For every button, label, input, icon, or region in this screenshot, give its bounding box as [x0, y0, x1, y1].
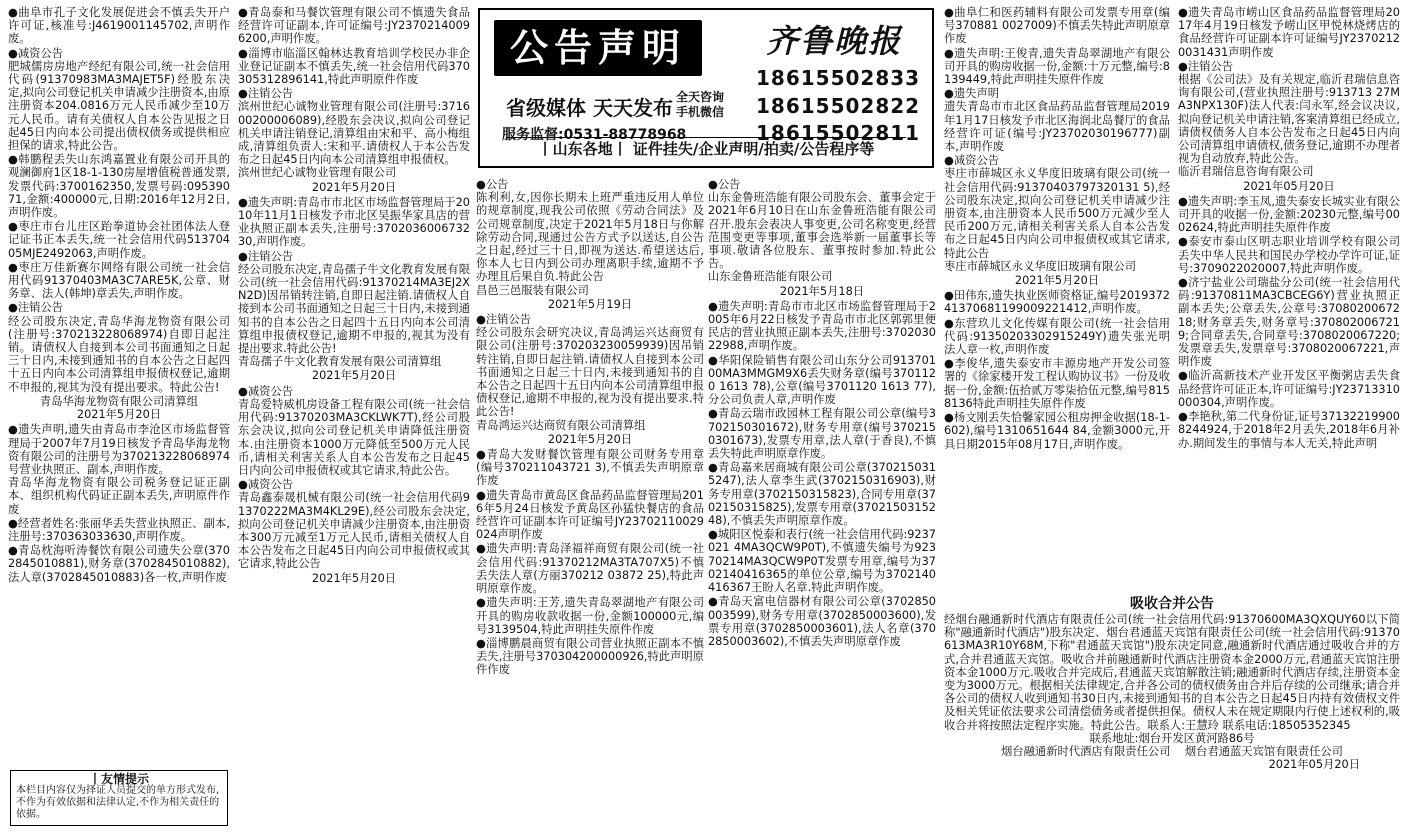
notice-signature: 青岛华海龙物资有限公司清算组 2021年5月20日 — [39, 394, 199, 422]
notice: ●济宁盐业公司瑞盐分公司(统一社会信用代码:91370811MA3CBCEG6Y)营业执照正副本丢失;公章丢失,公章号:37080200672 18;财务章丢失,财务章号:3708020067219;合同章丢失,合同章号:3708020067220;发票章丢失,发票章号:3708020067221,声明作废 — [1178, 276, 1404, 369]
notice: ●减资公告 青岛爱特威机房设备工程有限公司(统一社会信用代码:91370203MA3CKLWK7T),经公司股东会决议,拟向公司登记机关申请降低注册资本.由注册资本1000万元降低至500万元人民币,请相关利害关系人自本公告发布之日起45日内向公司申报债权或其它请求,特此公告。 — [238, 384, 470, 477]
notice: ●淄博鹏晨商贸有限公司营业执照正副本不慎丢失,注册号370304200000926,特此声明原件作废 — [476, 636, 704, 677]
merger-signers: 烟台融通新时代酒店有限责任公司 烟台君通蓝天宾馆有限责任公司 — [1001, 745, 1343, 759]
notice: ●遗失声明:青岛泽福祥商贸有限公司(统一社会信用代码:91370212MA3TA707X5)不慎丢失法人章(方丽370212 03872 25),特此声明原章作废。 — [476, 542, 704, 596]
notice: ●遗失声明:王俊青,遗失青岛翠湖地产有限公司开具的购房收据一份,金额:十万元整,编号:8139449,特此声明挂失原件作废 — [944, 46, 1170, 87]
notice: ●青岛泰和马餐饮管理有限公司不慎遗失食品经营许可证副本,许可证编号:JY23702140096200,声明作废。 — [238, 6, 470, 46]
ad-phone: 18615502811 — [756, 121, 921, 145]
notice: ●注销公告 经公司股东决定,青岛孺子牛文化教育发展有限公司(统一社会信用代码:91370214MA3EJ2XN2D)因吊销转注销,自即日起注销.请债权人自接到本公司书面通知之日起三十日内,未接到通知书的自本公告之日起四十五日内向本公司清算组申报债权登记,逾期不申报的,视其为没有提出要求.特此公告! 青岛孺子牛文化教育发展有限公司清算组 — [238, 249, 470, 369]
notice: ●临沂高新技术产业开发区平衡粥店丢失食品经营许可证正本,许可证编号:JY23713310000304,声明作废。 — [1178, 369, 1400, 409]
notice: ●青岛嘉来居商城有限公司公章(3702150315247),法人章李生武(3702150316903),财务专用章(3702150315823),合同专用章(3702150315825),发票专用章(3702150315248),不慎丢失声明原章作废。 — [708, 461, 936, 528]
tip-title: 丨友情提示 — [88, 772, 149, 786]
notice: ●遗失声明:青岛市市北区市场监督管理局于2010年11月1日核发予市北区吴振华家具店的营业执照正副本丢失,注册号:370203600673230,声明作废。 — [238, 195, 470, 249]
ad-hotline-label: 全天咨询 手机微信 — [676, 90, 725, 119]
notice: ●青岛云瑞市政园林工程有限公司公章(编号3702150301672),财务专用章(编号3702150301673),发票专用章,法人章(于香良),不慎丢失特此声明原章作废。 — [708, 407, 936, 461]
column-5 — [944, 6, 1170, 593]
notice: ●注销公告 根据《公司法》及有关规定,临沂君瑞信息咨询有限公司,(营业执照注册号:913713 27MA3NPX130F)法人代表:闫永军,经会议决议,拟向登记机关申请注销,客案清算组已经成立,请债权债务人自本公告发布之日起45日内向公司清算组申请债权,债务登记,逾期不办理者视为自动放弃,特此公告。 临沂君瑞信息咨询有限公司 — [1178, 59, 1400, 179]
tip-body: 本栏目内容仅为择证人员提交的单方形式发布,不作为有效依据和法律认定,不作为相关责任的依据。 — [16, 785, 220, 820]
notice: ●杨文刚丢失恰馨家园公租房押金收据(18-1-602),编号1310651644 84,金额3000元,开具日期2015年08月17日,声明作废。 — [944, 411, 1170, 451]
notice-date: 2021年5月18日 — [779, 284, 865, 298]
notice-date: 2021年5月20日 — [547, 432, 633, 446]
notice: ●华阳保险销售有限公司山东分公司91370100MA3MMGM9X6丢失财务章(编号3701120 1613 78),公章(编号3701120 1613 77),分公司负责人章,声明作废 — [708, 353, 936, 407]
merger-date: 2021年05月20日 — [1268, 758, 1360, 772]
notice: ●减资公告 青岛鑫泰晟机械有限公司(统一社会信用代码91370222MA3M4KL29E),经公司股东会决定,拟向公司登记机关申请减少注册资本,由注册资本300万元减至1万元人民币,请相关债权人自本公告发布之日起45日内向公司申报债权或其它请求,特此公告 — [238, 478, 470, 571]
notice: ●城阳区悦泰和表行(统一社会信用代码:9237021 4MA3QCW9P0T),不慎遗失编号为92370214MA3QCW9P0T发票专用章,编号为3702140416365的单位公章,编号为3702140416367王盼人名章.特此声明作废。 — [708, 528, 936, 595]
notice: ●田伟东,遗失执业医师资格证,编号201937241370681199009221412,声明作废。 — [944, 289, 1170, 316]
notice: ●青岛枕海听涛餐饮有限公司遗失公章(3702845010881),财务章(3702845010882),法人章(3702845010883)各一枚,声明作废 — [8, 544, 230, 584]
column-3 — [476, 178, 704, 829]
column-2 — [238, 6, 470, 829]
notice-date: 2021年5月20日 — [311, 571, 397, 585]
ad-title: 公告声明 — [494, 20, 702, 76]
notice: ●公告 山东金鲁班浩能有限公司股东会、董事会定于2021年6月10日在山东金鲁班浩能有限公司召开.股东会表决人事变更,公司名称变更,经营范围变更等事项,董事会选举新一届董事长等事项.敬请各位股东、董事按时参加.特此公告。 山东金鲁班浩能有限公司 — [708, 178, 936, 284]
notice: ●减资公告 肥城儒房房地产经纪有限公司,统一社会信用代码(91370983MA3MAJET5F)经股东决定,拟向公司登记机关申请减少注册资本,由原注册资本204.0816万元人民币减少至10万元人民币。请有关债权人自本公告见报之日起45日内向本公司提出债权债务或提供相应担保的请求,特此公告。 — [8, 46, 230, 153]
notice-date: 2021年05月20日 — [1243, 179, 1335, 193]
notice: ●遗失青岛市崂山区食品药品监督管理局2017年4月19日核发予崂山区甲悦林烧烤店的食品经营许可证副本许可证编号JY23702120031431声明作废 — [1178, 6, 1400, 59]
notice: ●遗失声明:王芳,遗失青岛翠湖地产有限公司开具的购房收款收据一份,金额100000元,编号3139504,特此声明挂失原件作废 — [476, 596, 704, 636]
ad-phone: 18615502822 — [756, 94, 921, 118]
column-6 — [1178, 6, 1404, 593]
notice: ●东营玖儿文化传媒有限公司(统一社会信用代码:91350203302915249Y)遗失张光明法人章一枚,声明作废 — [944, 316, 1170, 357]
column-1 — [8, 6, 230, 829]
merger-title: 吸收合并公告 — [1130, 596, 1214, 612]
notice: ●注销公告 经公司股东会研究决议,青岛鸿运兴达商贸有限公司(注册号:370203230059939)因吊销转注销,自即日起注销.请债权人自接到本公司书面通知之日起三十日内,未接到通知书的自本公告之日起四十五日内向本公司清算组申报债权登记,逾期不申报的,视为没有提出要求.特此公告! 青岛鸿运兴达商贸有限公司清算组 — [476, 313, 704, 432]
notice: ●经营者姓名:张丽华丢失营业执照正、副本,注册号:370363033630,声明作废。 — [8, 516, 230, 543]
notice: ●遗失声明,遗失由青岛市李沧区市场监督管理局于2007年7月19日核发予青岛华海龙物资有限公司的注册号为370213228068974号营业执照正、副本,声明作废。 青岛华海龙物资有限公司税务登记证正副本、组织机构代码证正副本丢失,声明原件作废 — [8, 423, 230, 516]
merger-body: 经烟台融通新时代酒店有限责任公司(统一社会信用代码:91370600MA3QXQUY60以下简称"融通新时代酒店")股东决定、烟台君通蓝天宾馆有限责任公司(统一社会信用代码:91370613MA3R10Y68M,下称"君通蓝天宾馆")股东决定同意,融通新时代酒店通过吸收合并的方式,合并君通蓝天宾馆。吸收合并前融通新时代酒店注册资本金2000万元,君通蓝天宾馆注册资本金1000万元.吸收合并完成后,君通蓝天宾馆解散注销;融通新时代酒店存续,注册资本金变为3000万元。根据相关法律规定,合并各公司的债权债务由合并后存续的公司继承;请合并各公司的债权人收到通知书30日内,未接到通知书的自本公告之日起45日内持有效债权文件及相关凭证依法要求公司清偿债务或者提供担保。债权人未在规定期限内行使上述权利的,吸收合并将按照法定程序实施。特此公告。联系人:王慧玲 联系电话:18505352345 — [944, 613, 1400, 732]
ad-brand-logo: 齐鲁晚报 — [766, 22, 903, 60]
notice: ●青岛大发财餐饮管理有限公司财务专用章(编号370211043721 3),不慎丢失声明原章作废 — [476, 448, 704, 488]
advertisement-box — [478, 8, 934, 168]
notice: ●遗失青岛市黄岛区食品药品监督管理局2016年5月24日核发予黄岛区孙猛快餐店的食品经营许可证副本许可证编号JY23702110029024声明作废 — [476, 488, 704, 542]
notice: ●青岛天富电信器材有限公司公章(3702850003599),财务专用章(3702850003600),发票专用章(3702850003601),法人名章(3702850003602),不慎丢失声明原章作废 — [708, 595, 936, 648]
notice: ●淄博市临淄区翰林达教育培训学校民办非企业登记证副本不慎丢失,统一社会信用代码370305312896141,特此声明原件作废 — [238, 46, 470, 87]
notice: ●泰安市泰山区明志职业培训学校有限公司丢失中华人民共和国民办学校办学许可证,证号:3709022020007,特此声明作废。 — [1178, 235, 1400, 275]
merger-address: 联系地址:烟台开发区黄河路86号 — [1089, 731, 1255, 745]
ad-slogan: 省级媒体 天天发布 — [506, 96, 673, 120]
notice: ●公告 陈利利,女,因你长期未上班严重违反用人单位的规章制度,现我公司依照《劳动合同法》及公司规章制度,决定于2021年5月18日与你解除劳动合同,现通过公告方式予以送达,自公告之日起,经过三十日,即视为送达.希望送达后,你本人七日内到公司办理离职手续,逾期不予办理且后果自负.特此公告 昌邑三邑服装有限公司 — [476, 178, 704, 297]
merger-announcement — [944, 596, 1400, 826]
ad-phone: 18615502833 — [756, 66, 921, 90]
notice: ●韩鹏程丢失山东鸿嘉置业有限公司开具的观澜御府1区18-1-130房屋增值税普通发票,发票代码:3700162350,发票号码:09539071,金额:400000元,日期:2016年12月2日,声明作废。 — [8, 153, 230, 220]
notice: ●遗失声明 遗失青岛市市北区食品药品监督管理局2019年1月17日核发予市北区海润北岛餐厅的食品经营许可证(编号:JY23702030196777)副本,声明作废 — [944, 87, 1170, 154]
notice: ●曲阜市孔子文化发展促进会不慎丢失开户许可证,核准号:J4619001145702,声明作废。 — [8, 6, 230, 46]
notice: ●减资公告 枣庄市薛城区永义华度旧玻璃有限公司(统一社会信用代码:91370403797320131 5),经公司股东决定,拟向公司登记机关申请减少注册资本,由注册资本人民币500万元减少至人民币200万元,请相关利害关系人自本公告发布之日起45日内向公司申报债权或其它请求,特此公告 枣庄市薛城区永义华度旧玻璃有限公司 — [944, 154, 1170, 273]
notice: ●注销公告 滨州世纪心诚物业管理有限公司(注册号:371600200006089),经股东会决议,拟向公司登记机关申请注销登记,清算组由宋和平、高小梅组成,清算组负责人:宋和平.请债权人于本公告发布之日起45日内向本公司清算组申报债权。 滨州世纪心诚物业管理有限公司 — [238, 87, 470, 180]
notice: ●枣庄市台儿庄区跆拳道协会社团体法人登记证书正本丢失,统一社会信用代码51370405MJE2492063,声明作废。 — [8, 220, 230, 260]
ad-services: 丨山东各地丨 证件挂失/企业声明/拍卖/公告程序等 — [506, 137, 906, 160]
notice: ●李艳秋,第二代身份证,证号371322199008244924,于2018年2月丢失,2018年6月补办.期间发生的事情与本人无关,特此声明 — [1178, 410, 1400, 450]
notice: ●枣庄万佳新赛尔网络有限公司统一社会信用代码91370403MA3C7ARE5K,公章、财务章、法人(韩坤)章丢失,声明作废。 — [8, 260, 230, 301]
notice: ●注销公告 经公司股东决定,青岛华海龙物资有限公司(注册号:370213228068974)自即日起注销。请债权人自接到本公司书面通知之日起三十日内,未接到通知书的自本公告之日起四十五日内向本公司清算组申报债权登记,逾期不申报的,视其为没有提出要求。特此公告! — [8, 301, 230, 394]
notice: ●遗失声明:李玉凤,遗失泰安长城实业有限公司开具的收据一份,金额:20230元整,编号0002624,特此声明挂失原件作废 — [1178, 194, 1400, 235]
notice: ●曲阜仁和医药辅料有限公司发票专用章(编号370881 0027009)不慎丢失特此声明原章作废 — [944, 6, 1170, 46]
notice-date: 2021年5月20日 — [311, 180, 397, 194]
notice-date: 2021年5月20日 — [311, 369, 397, 383]
friendly-tip-box — [10, 770, 228, 826]
notice-date: 2021年5月19日 — [547, 297, 633, 311]
column-4 — [708, 178, 936, 829]
notice: ●遗失声明:青岛市市北区市场监督管理局于2005年6月22日核发予青岛市市北区郭郭里便民店的营业执照正副本丢失,注册号:370203022988,声明作废。 — [708, 299, 936, 353]
ad-supervision: 服务监督:0531-88778968 — [502, 127, 687, 143]
notice: ●李俊华,遗失泰安市丰源房地产开发公司签署的《徐家楼开发工程认购协议书》一份及收据一份,金额:伍拾贰万零柒拾伍元整,编号8158136特此声明挂失原件作废 — [944, 357, 1170, 410]
notice-date: 2021年5月20日 — [1014, 274, 1100, 288]
